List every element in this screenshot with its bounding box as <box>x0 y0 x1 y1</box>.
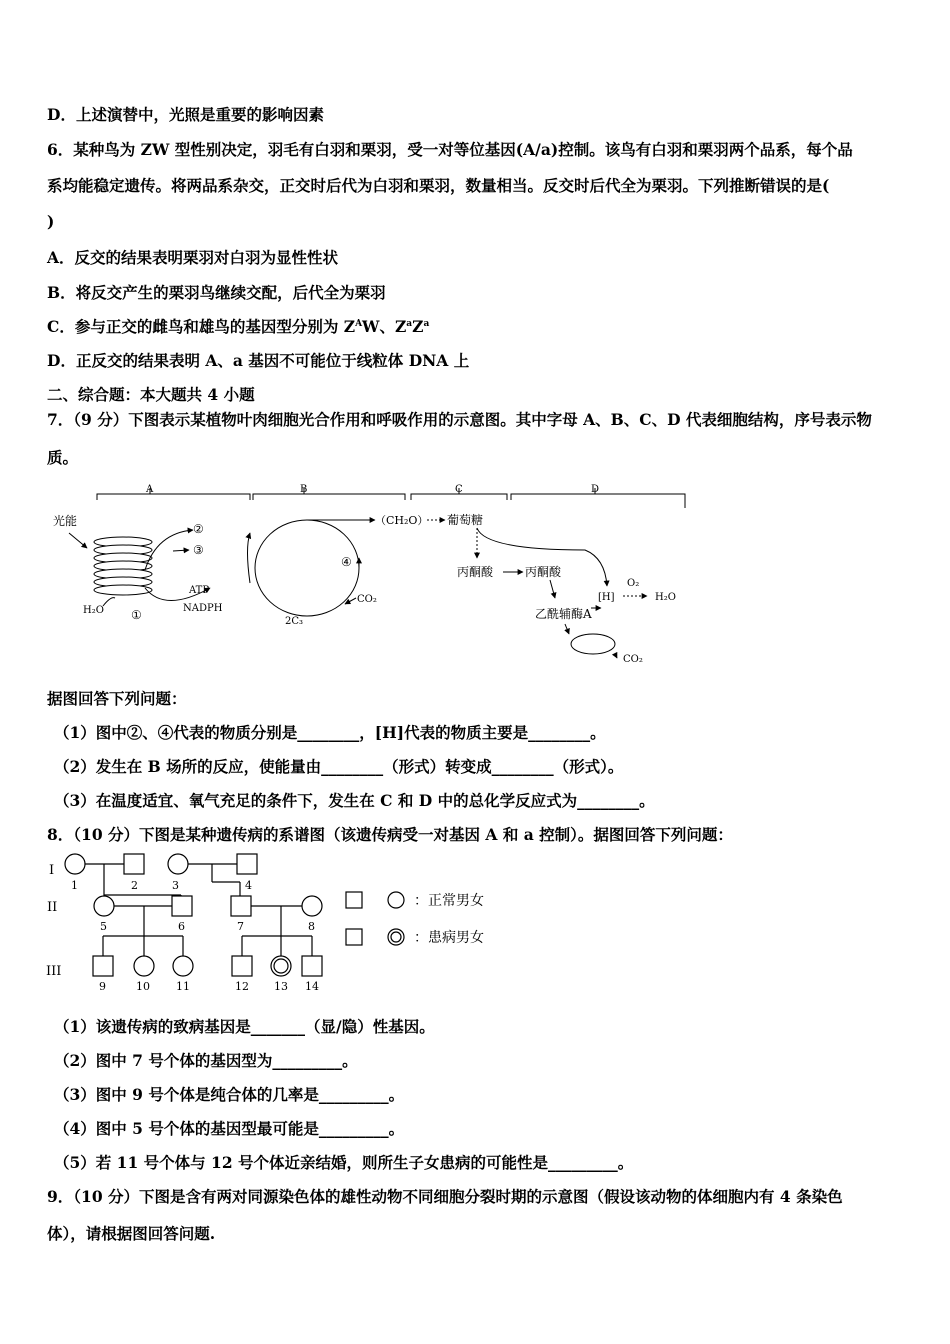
id-2: 2 <box>131 879 138 892</box>
q8-stem: 8．（10 分）下图是某种遗传病的系谱图（该遗传病受一对基因 A 和 a 控制）。据图回答下列问题： <box>47 825 733 844</box>
person-8 <box>302 896 322 916</box>
person-11 <box>173 956 193 976</box>
bracket-b <box>253 494 405 500</box>
id-14: 14 <box>305 980 319 993</box>
q6-option-c <box>47 315 429 337</box>
atp: ATP <box>189 585 210 596</box>
co2-in: CO₂ <box>357 594 377 605</box>
id-13: 13 <box>274 980 288 993</box>
q8-sub1: （1）该遗传病的致病基因是_______（显/隐）性基因。 <box>54 1017 435 1036</box>
id-1: 1 <box>71 879 78 892</box>
person-7 <box>231 896 251 916</box>
q8-sub4: （4）图中 5 号个体的基因型最可能是_________。 <box>54 1119 405 1138</box>
q6-option-c-mid2: Z <box>412 317 424 336</box>
id-11: 11 <box>176 980 190 993</box>
bracket-d <box>511 494 685 508</box>
person-2 <box>124 854 144 874</box>
q9-stem-line2: 体），请根据图回答问题. <box>47 1224 216 1243</box>
bracket-a <box>97 494 250 500</box>
q7-diagram <box>45 478 705 668</box>
q6-stem-line2: 系均能稳定遗传。将两品系杂交，正交时后代为白羽和栗羽，数量相当。反交时后代全为栗羽。下列推断错误的是( <box>47 176 830 195</box>
person-4 <box>237 854 257 874</box>
q8-sub5: （5）若 11 号个体与 12 号个体近亲结婚，则所生子女患病的可能性是_________。 <box>54 1153 634 1172</box>
id-4: 4 <box>245 879 252 892</box>
label-b: B <box>300 484 308 495</box>
person-3 <box>168 854 188 874</box>
q8-sub3: （3）图中 9 号个体是纯合体的几率是_________。 <box>54 1085 405 1104</box>
q6-option-c-sup1: A <box>355 318 363 329</box>
q6-option-b: B．将反交产生的栗羽鸟继续交配，后代全为栗羽 <box>47 283 386 302</box>
gen-1: I <box>49 863 55 878</box>
c3: 2C₃ <box>285 616 304 627</box>
q6-stem-line1: 6．某种鸟为 ZW 型性别决定，羽毛有白羽和栗羽，受一对等位基因(A/a)控制。该鸟有白羽和栗羽两个品系，每个品 <box>47 140 853 159</box>
glucose: 葡萄糖 <box>447 513 484 527</box>
krebs-cycle <box>571 634 615 654</box>
label-d: D <box>591 484 600 495</box>
prev-option-d: D．上述演替中，光照是重要的影响因素 <box>47 105 324 124</box>
gen-2: II <box>47 900 58 915</box>
q7-prompt: 据图回答下列问题： <box>47 689 187 708</box>
id-5: 5 <box>100 920 107 933</box>
q6-option-d: D．正反交的结果表明 A、a 基因不可能位于线粒体 DNA 上 <box>47 351 470 370</box>
q8-pedigree <box>44 850 524 995</box>
q6-option-c-mid: W、Z <box>362 317 407 336</box>
q9-stem-line1: 9．（10 分）下图是含有两对同源染色体的雄性动物不同细胞分裂时期的示意图（假设该动物的体细胞内有 4 条染色 <box>47 1187 843 1206</box>
legend-affected-male <box>346 929 362 945</box>
acetyl-coa: 乙酰辅酶A <box>535 607 592 621</box>
q6-option-c-sup3: a <box>423 318 430 329</box>
gen-3: III <box>46 964 62 979</box>
q7-sub3: （3）在温度适宜、氧气充足的条件下，发生在 C 和 D 中的总化学反应式为________。 <box>54 791 655 810</box>
pyruvate-1: 丙酮酸 <box>457 565 494 579</box>
person-1 <box>65 854 85 874</box>
o2: O₂ <box>627 578 640 589</box>
q7-sub1: （1）图中②、④代表的物质分别是________，[H]代表的物质主要是________。 <box>54 723 606 742</box>
id-6: 6 <box>178 920 185 933</box>
h2o-in: H₂O <box>83 605 104 616</box>
label-c: C <box>455 484 463 495</box>
section2-heading: 二、综合题：本大题共 4 小题 <box>47 385 255 404</box>
legend-normal-label: ：正常男女 <box>414 893 484 909</box>
q7-stem-line1: 7．（9 分）下图表示某植物叶肉细胞光合作用和呼吸作用的示意图。其中字母 A、B、C、D 代表细胞结构，序号表示物 <box>47 410 872 429</box>
q6-stem-line3: ) <box>47 212 55 231</box>
person-12 <box>232 956 252 976</box>
pyruvate-2: 丙酮酸 <box>525 565 562 579</box>
legend-affected-label: ：患病男女 <box>414 930 484 946</box>
co2-out: CO₂ <box>623 654 643 665</box>
q8-sub2: （2）图中 7 号个体的基因型为_________。 <box>54 1051 358 1070</box>
q6-option-c-text: C．参与正交的雌鸟和雄鸟的基因型分别为 Z <box>47 317 356 336</box>
person-5 <box>94 896 114 916</box>
num-3: ③ <box>193 543 204 557</box>
h2o-out: H₂O <box>655 592 676 603</box>
q7-sub2: （2）发生在 B 场所的反应，使能量由________（形式）转变成________（形式）。 <box>54 757 624 776</box>
thylakoid-stack <box>94 537 152 595</box>
legend-normal-female <box>388 892 404 908</box>
light-energy: 光能 <box>53 514 78 528</box>
nadph: NADPH <box>183 603 223 614</box>
h-carrier: [H] <box>598 592 615 603</box>
person-10 <box>134 956 154 976</box>
id-9: 9 <box>99 980 106 993</box>
num-4: ④ <box>341 555 352 569</box>
q7-stem-line2: 质。 <box>47 448 79 467</box>
id-8: 8 <box>308 920 315 933</box>
q6-option-c-sup2: a <box>406 318 413 329</box>
id-10: 10 <box>136 980 150 993</box>
label-a: A <box>146 484 154 495</box>
num-1: ① <box>131 608 142 622</box>
q6-option-a: A．反交的结果表明栗羽对白羽为显性性状 <box>47 248 339 267</box>
num-2: ② <box>193 522 204 536</box>
legend-normal-male <box>346 892 362 908</box>
id-12: 12 <box>235 980 249 993</box>
person-6 <box>172 896 192 916</box>
ch2o: （CH₂O） <box>375 514 429 527</box>
id-3: 3 <box>172 879 179 892</box>
person-9 <box>93 956 113 976</box>
id-7: 7 <box>237 920 244 933</box>
person-14 <box>302 956 322 976</box>
